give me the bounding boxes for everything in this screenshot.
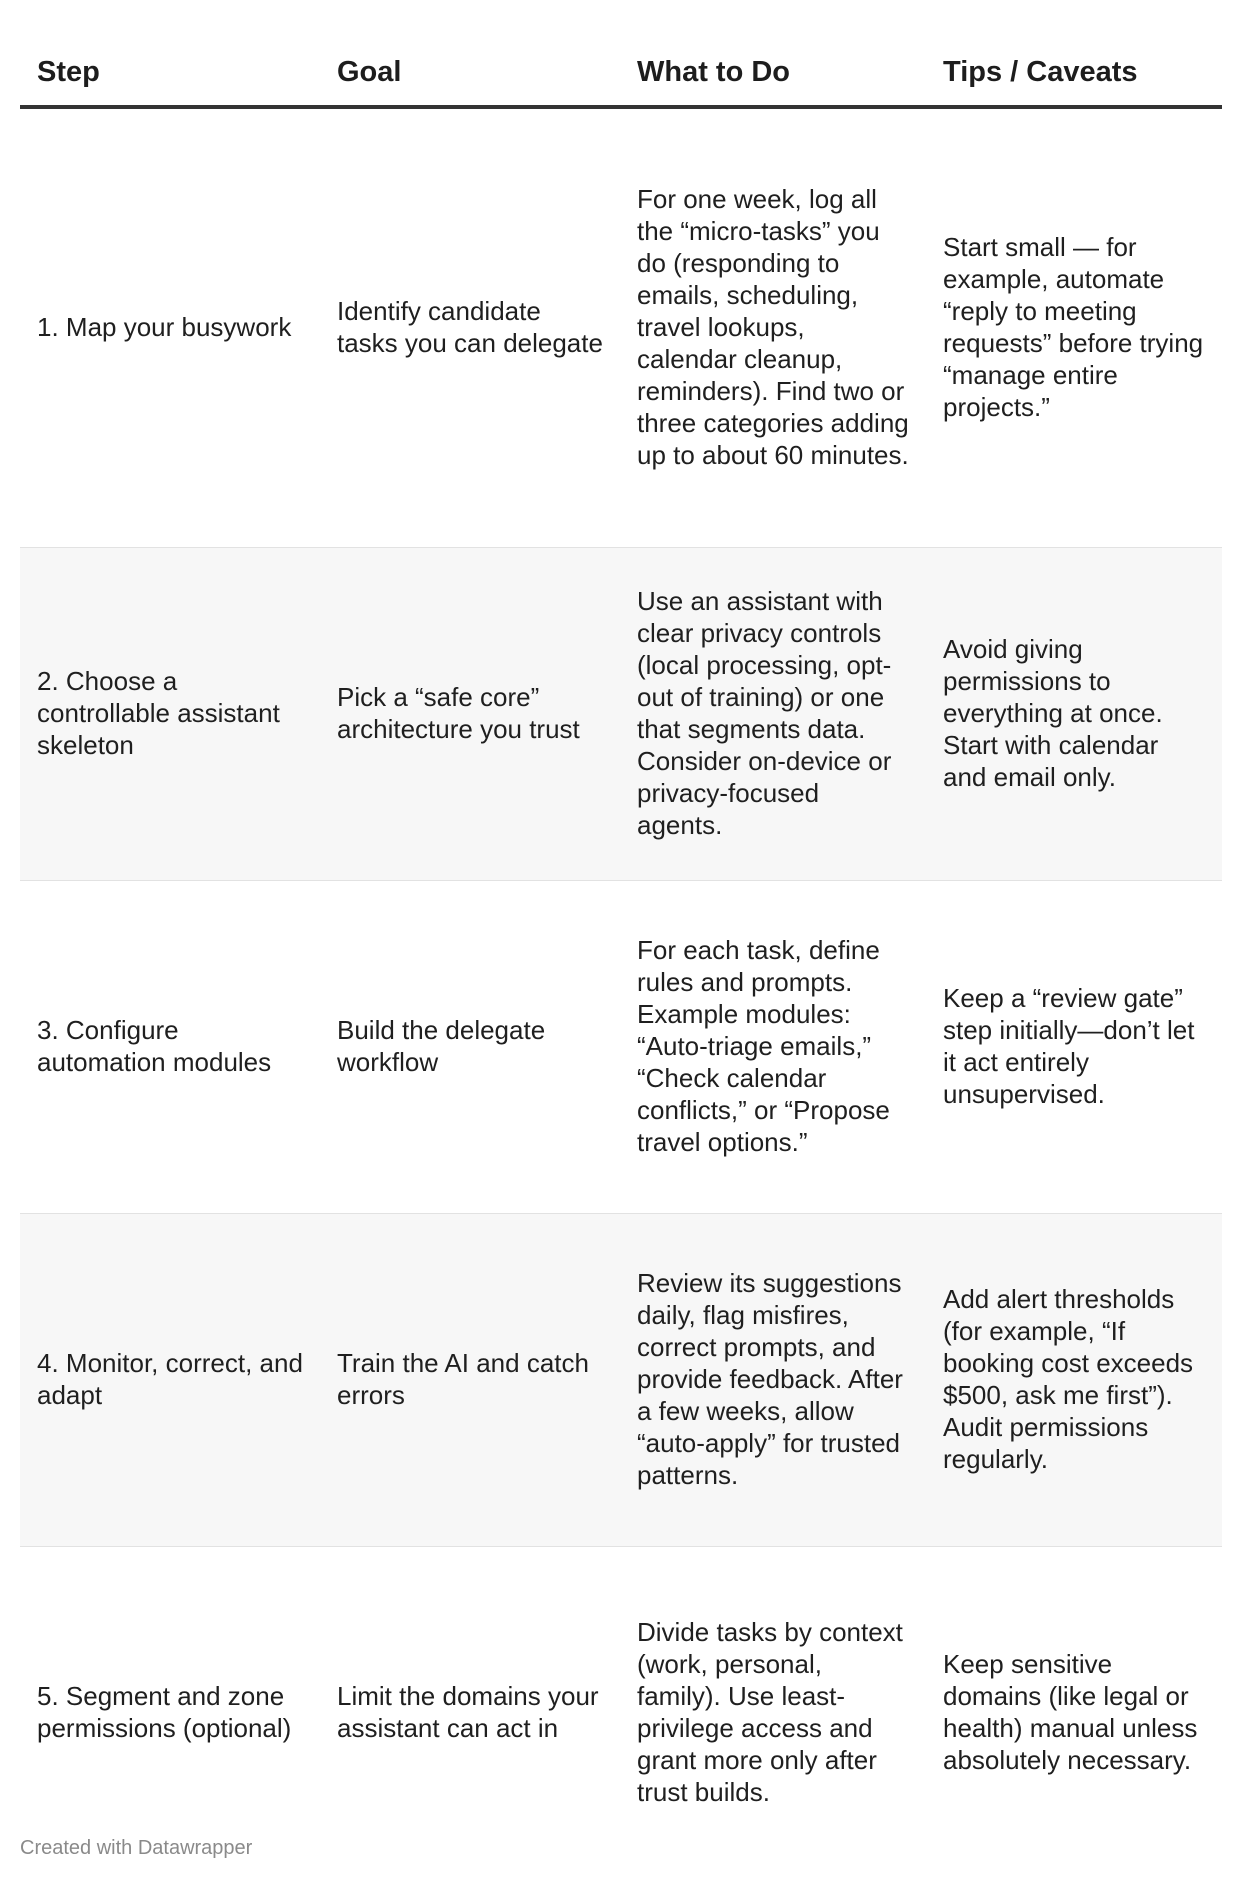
datawrapper-credit[interactable]: Created with Datawrapper <box>20 1836 252 1860</box>
cell-goal: Train the AI and catch errors <box>320 1214 620 1547</box>
cell-what-to-do: For each task, define rules and prompts. Example modules: “Auto-triage emails,” “Check calendar conflicts,” or “Propose travel options.” <box>620 881 926 1214</box>
cell-tips: Keep a “review gate” step initially—don’t let it act entirely unsupervised. <box>926 881 1222 1214</box>
cell-what-to-do: Review its suggestions daily, flag misfires, correct prompts, and provide feedback. After a few weeks, allow “auto-apply” for trusted patterns. <box>620 1214 926 1547</box>
cell-tips: Start small — for example, automate “reply to meeting requests” before trying “manage entire projects.” <box>926 107 1222 548</box>
cell-step: 5. Segment and zone permissions (optional) <box>20 1547 320 1879</box>
column-header-what-to-do: What to Do <box>620 38 926 107</box>
cell-what-to-do: Divide tasks by context (work, personal, family). Use least-privilege access and grant more only after trust builds. <box>620 1547 926 1879</box>
table-body <box>20 107 1222 1879</box>
cell-step: 1. Map your busywork <box>20 107 320 548</box>
cell-goal: Limit the domains your assistant can act in <box>320 1547 620 1879</box>
table-row <box>20 1214 1222 1547</box>
table-container <box>20 38 1222 1879</box>
cell-goal: Identify candidate tasks you can delegate <box>320 107 620 548</box>
table-row <box>20 548 1222 881</box>
table-row <box>20 107 1222 548</box>
steps-table <box>20 38 1222 1879</box>
table-header <box>20 38 1222 107</box>
column-header-tips: Tips / Caveats <box>926 38 1222 107</box>
column-header-step: Step <box>20 38 320 107</box>
cell-step: 4. Monitor, correct, and adapt <box>20 1214 320 1547</box>
column-header-goal: Goal <box>320 38 620 107</box>
cell-goal: Build the delegate workflow <box>320 881 620 1214</box>
cell-step: 3. Configure automation modules <box>20 881 320 1214</box>
cell-step: 2. Choose a controllable assistant skeleton <box>20 548 320 881</box>
table-row <box>20 1547 1222 1879</box>
cell-goal: Pick a “safe core” architecture you trust <box>320 548 620 881</box>
header-row <box>20 38 1222 107</box>
cell-tips: Avoid giving permissions to everything at once. Start with calendar and email only. <box>926 548 1222 881</box>
cell-what-to-do: Use an assistant with clear privacy controls (local processing, opt-out of training) or one that segments data. Consider on-device or privacy-focused agents. <box>620 548 926 881</box>
cell-tips: Add alert thresholds (for example, “If booking cost exceeds $500, ask me first”). Audit permissions regularly. <box>926 1214 1222 1547</box>
cell-what-to-do: For one week, log all the “micro-tasks” you do (responding to emails, scheduling, travel lookups, calendar cleanup, reminders). Find two or three categories adding up to about 60 minutes. <box>620 107 926 548</box>
cell-tips: Keep sensitive domains (like legal or health) manual unless absolutely necessary. <box>926 1547 1222 1879</box>
table-row <box>20 881 1222 1214</box>
